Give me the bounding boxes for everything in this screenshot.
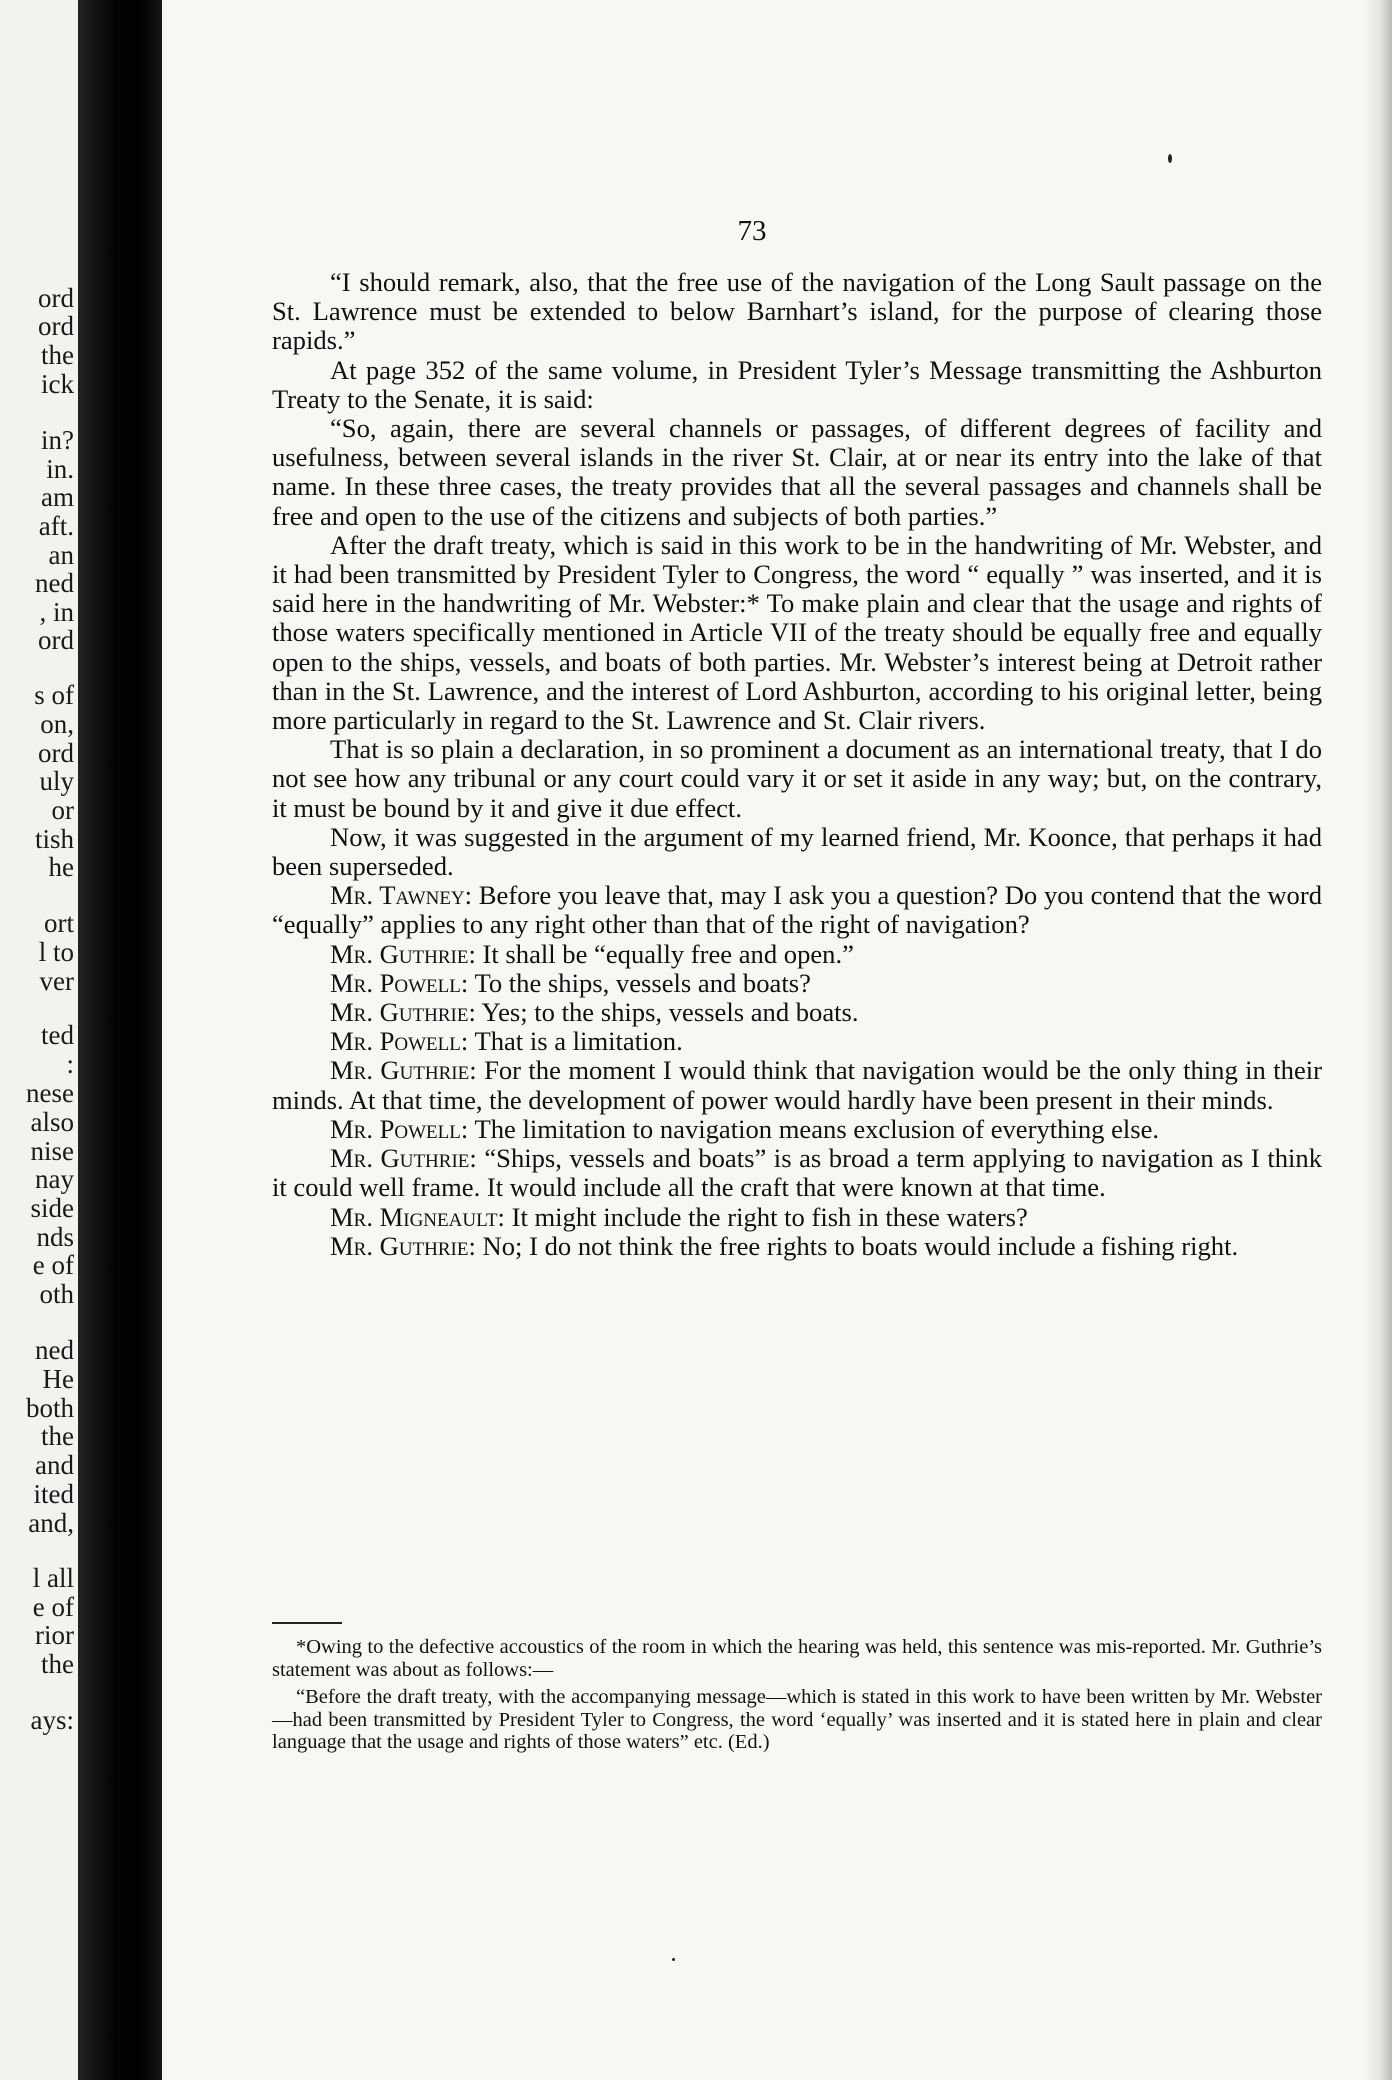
paragraph xyxy=(272,823,1322,881)
facing-page-edge xyxy=(0,0,78,2080)
page-edge-shadow xyxy=(1362,0,1392,2080)
facing-page-fragment: the xyxy=(41,340,74,370)
speaker-name: Mr. Guthrie: xyxy=(330,1143,477,1174)
facing-page-fragment: an xyxy=(48,540,74,570)
paragraph-text: “So, again, there are several channels or passages, of different degrees of facility and usefulness, between several islands in the river St. Clair, at or near its entry into the lake of that name. In these three cases, the treaty provides that all the several passages and channels shall be free and open to the use of the citizens and subjects of both parties.” xyxy=(272,413,1322,531)
facing-page-fragment: nese xyxy=(26,1078,74,1108)
paragraph-text: It shall be “equally free and open.” xyxy=(482,938,854,969)
facing-page-fragment: e of xyxy=(32,1592,74,1622)
dialogue-paragraph xyxy=(272,1232,1322,1261)
speaker-name: Mr. Guthrie: xyxy=(330,938,476,969)
paragraph-text: Yes; to the ships, vessels and boats. xyxy=(481,997,859,1028)
facing-page-fragment: side xyxy=(30,1193,74,1223)
facing-page-fragment: ned xyxy=(35,568,74,598)
footnote: “Before the draft treaty, with the accompanying message—which is stated in this work to have been written by Mr. Webster—had been transmitted by President Tyler to Congress, the word ‘equally’ was inserted and it is stated here in plain and clear language that the usage and rights of those waters” etc. (Ed.) xyxy=(272,1686,1322,1754)
book-gutter xyxy=(78,0,166,2080)
paragraph-text: For the moment I would think that navigation would be the only thing in their minds. At that time, the development of power would hardly have been present in their minds. xyxy=(272,1055,1323,1115)
facing-page-fragment: : xyxy=(66,1049,74,1079)
print-speck xyxy=(1168,154,1172,163)
paragraph-text: No; I do not think the free rights to boats would include a fishing right. xyxy=(482,1230,1239,1261)
facing-page-fragment: ord xyxy=(38,738,74,768)
paragraph-text: That is a limitation. xyxy=(474,1026,683,1057)
paragraph-text: Now, it was suggested in the argument of my learned friend, Mr. Koonce, that perhaps it had been superseded. xyxy=(272,821,1322,882)
paragraph xyxy=(272,531,1322,735)
facing-page-fragment: nise xyxy=(30,1136,74,1166)
facing-page-fragment: ays: xyxy=(30,1705,74,1735)
facing-page-fragment: ord xyxy=(38,311,74,341)
facing-page-fragment: ited xyxy=(33,1479,74,1509)
facing-page-fragment: nds xyxy=(36,1222,74,1252)
body-text xyxy=(272,268,1322,1261)
facing-page-fragment: , in xyxy=(39,597,74,627)
dialogue-paragraph xyxy=(272,969,1322,998)
speaker-name: Mr. Guthrie: xyxy=(330,1230,476,1261)
dialogue-paragraph xyxy=(272,1203,1322,1232)
facing-page-fragment: ord xyxy=(38,625,74,655)
facing-page-fragment: He xyxy=(42,1364,74,1394)
paragraph-text: “I should remark, also, that the free use of the navigation of the Long Sault passage on the St. Lawrence must be extended to below Barnhart’s island, for the purpose of clearing those rapids.” xyxy=(272,267,1322,356)
dialogue-paragraph xyxy=(272,1056,1322,1114)
dialogue-paragraph xyxy=(272,1115,1322,1144)
facing-page-fragment: and, xyxy=(28,1508,74,1538)
facing-page-fragment: ned xyxy=(35,1335,74,1365)
facing-page-fragment: tish xyxy=(34,824,74,854)
facing-page-fragment: l all xyxy=(32,1563,74,1593)
facing-page-fragment: the xyxy=(41,1649,74,1679)
facing-page-fragment: am xyxy=(41,482,74,512)
paragraph-text: To the ships, vessels and boats? xyxy=(474,967,811,998)
paragraph-text: Before you leave that, may I ask you a question? Do you contend that the word “equally” applies to any right other than that of the right of navigation? xyxy=(272,880,1323,940)
print-speck xyxy=(672,1958,675,1961)
facing-page-fragment: both xyxy=(25,1393,74,1423)
speaker-name: Mr. Guthrie: xyxy=(330,1055,477,1086)
dialogue-paragraph xyxy=(272,881,1322,939)
paragraph-text: “Ships, vessels and boats” is as broad a term applying to navigation as I think it could well frame. It would include all the craft that were known at that time. xyxy=(272,1143,1322,1203)
facing-page-fragment: aft. xyxy=(38,511,74,541)
paragraph-text: That is so plain a declaration, in so prominent a document as an international treaty, that I do not see how any tribunal or any court could vary it or set it aside in any way; but, on the contrary, it must be bound by it and give it due effect. xyxy=(272,734,1322,823)
speaker-name: Mr. Tawney: xyxy=(330,880,473,911)
footnote: *Owing to the defective accoustics of the room in which the hearing was held, this sentence was mis-reported. Mr. Guthrie’s statement was about as follows:— xyxy=(272,1636,1322,1681)
facing-page-fragment: ver xyxy=(39,966,74,996)
paragraph-text: It might include the right to fish in these waters? xyxy=(511,1201,1028,1232)
paragraph xyxy=(272,735,1322,823)
speaker-name: Mr. Powell: xyxy=(330,967,469,998)
facing-page-fragment: he xyxy=(48,852,74,882)
facing-page-fragment: also xyxy=(30,1107,74,1137)
facing-page-fragment: ted xyxy=(41,1020,74,1050)
paragraph-text: The limitation to navigation means exclusion of everything else. xyxy=(474,1113,1160,1144)
speaker-name: Mr. Powell: xyxy=(330,1113,469,1144)
dialogue-paragraph xyxy=(272,1027,1322,1056)
paragraph xyxy=(272,414,1322,531)
book-page xyxy=(162,0,1392,2080)
facing-page-fragment: oth xyxy=(39,1279,74,1309)
speaker-name: Mr. Powell: xyxy=(330,1026,469,1057)
facing-page-fragment: on, xyxy=(40,709,74,739)
speaker-name: Mr. Guthrie: xyxy=(330,997,476,1028)
speaker-name: Mr. Migneault: xyxy=(330,1201,505,1232)
facing-page-fragment: ick xyxy=(41,369,74,399)
facing-page-fragment: or xyxy=(51,795,74,825)
facing-page-fragment: and xyxy=(35,1450,74,1480)
facing-page-fragment: in? xyxy=(41,425,74,455)
facing-page-fragment: rior xyxy=(35,1620,74,1650)
facing-page-fragment: l to xyxy=(38,937,74,967)
footnotes xyxy=(272,1636,1322,1759)
paragraph xyxy=(272,356,1322,414)
dialogue-paragraph xyxy=(272,940,1322,969)
footnote-rule xyxy=(272,1622,342,1624)
facing-page-fragment: ord xyxy=(38,283,74,313)
dialogue-paragraph xyxy=(272,1144,1322,1202)
facing-page-fragment: in. xyxy=(46,454,74,484)
facing-page-fragment: nay xyxy=(35,1164,74,1194)
dialogue-paragraph xyxy=(272,998,1322,1027)
paragraph xyxy=(272,268,1322,356)
facing-page-fragment: uly xyxy=(39,766,74,796)
facing-page-fragment: e of xyxy=(32,1250,74,1280)
page-number: 73 xyxy=(737,215,767,247)
paragraph-text: At page 352 of the same volume, in President Tyler’s Message transmitting the Ashburton Treaty to the Senate, it is said: xyxy=(272,354,1322,414)
facing-page-fragment: ort xyxy=(44,908,74,938)
paragraph-text: After the draft treaty, which is said in this work to be in the handwriting of Mr. Webster, and it had been transmitted by President Tyler to Congress, the word “ equally ” was inserted, and it is said here in the handwriting of Mr. Webster:* To make plain and clear that the usage and rights of those waters specifically mentioned in Article VII of the treaty should be equally free and equally open to the ships, vessels, and boats of both parties. Mr. Webster’s interest being at Detroit rather than in the St. Lawrence, and the interest of Lord Ashburton, according to his original letter, being more particularly in regard to the St. Lawrence and St. Clair rivers. xyxy=(272,529,1322,736)
facing-page-fragment: s of xyxy=(34,680,74,710)
facing-page-fragment: the xyxy=(41,1421,74,1451)
